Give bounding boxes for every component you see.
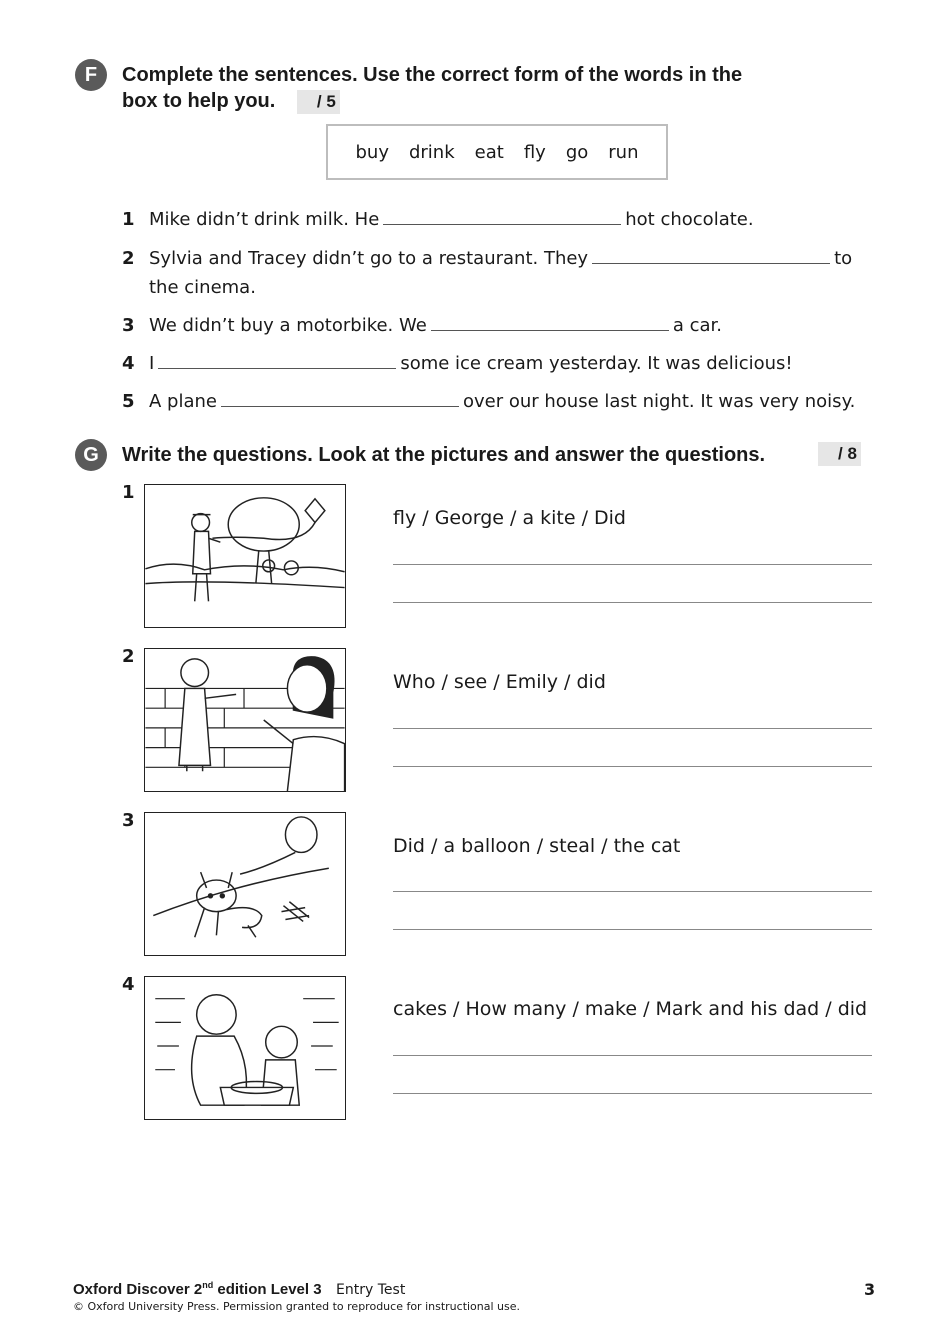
item-number: 1 <box>122 209 135 230</box>
word-box-item: drink <box>408 141 455 163</box>
answer-line[interactable] <box>393 766 872 767</box>
sentence-after: some ice cream yesterday. It was delicious! <box>400 353 793 374</box>
word-box-item: go <box>565 141 589 163</box>
answer-line[interactable] <box>393 891 872 892</box>
answer-blank[interactable] <box>383 206 621 225</box>
answer-line[interactable] <box>393 1055 872 1056</box>
item-number: 3 <box>122 315 135 336</box>
section-f-badge: F <box>75 59 107 91</box>
sentence-after: over our house last night. It was very noisy. <box>462 391 856 412</box>
section-f-instruction <box>122 62 822 114</box>
word-box-item: buy <box>355 141 389 163</box>
answer-blank[interactable] <box>158 350 396 369</box>
page-number: 3 <box>864 1280 876 1299</box>
answer-line[interactable] <box>393 728 872 729</box>
item-number: 2 <box>122 248 135 269</box>
question-prompt: cakes / How many / make / Mark and his dad / did <box>393 998 868 1020</box>
question-prompt: Who / see / Emily / did <box>393 671 606 693</box>
question-prompt: fly / George / a kite / Did <box>393 507 626 529</box>
question-number: 3 <box>122 810 135 831</box>
answer-blank[interactable] <box>592 245 830 264</box>
picture-dad-and-son-making-cakes <box>144 976 346 1120</box>
answer-line[interactable] <box>393 1093 872 1094</box>
question-prompt: Did / a balloon / steal / the cat <box>393 835 681 857</box>
word-box-item: run <box>608 141 639 163</box>
item-number: 4 <box>122 353 135 374</box>
sentence-after: to <box>834 248 853 269</box>
footer-brand <box>73 1281 322 1298</box>
picture-girl-waving-to-grandmother <box>144 648 346 792</box>
word-box-item: fly <box>523 141 546 163</box>
footer-copyright: © Oxford University Press. Permission granted to reproduce for instructional use. <box>73 1300 521 1313</box>
footer-test-name: Entry Test <box>336 1282 406 1298</box>
footer-brand-suffix: edition Level 3 <box>213 1281 322 1298</box>
question-number: 4 <box>122 974 135 995</box>
section-f-instruction-line1: Complete the sentences. Use the correct form of the words in the <box>122 64 743 86</box>
footer-brand-prefix: Oxford Discover 2 <box>73 1281 203 1298</box>
picture-boy-flying-kite <box>144 484 346 628</box>
answer-blank[interactable] <box>431 312 669 331</box>
section-g-score: / 8 <box>818 442 861 466</box>
section-f-score: / 5 <box>297 90 340 114</box>
sentence-after: a car. <box>672 315 722 336</box>
word-box-item: eat <box>474 141 504 163</box>
answer-blank[interactable] <box>221 388 459 407</box>
answer-line[interactable] <box>393 564 872 565</box>
question-number: 1 <box>122 482 135 503</box>
sentence-before: Mike didn’t drink milk. He <box>149 209 380 230</box>
sentence-before: A plane <box>149 391 217 412</box>
footer-brand-sup: nd <box>202 1280 214 1290</box>
answer-line[interactable] <box>393 929 872 930</box>
sentence-before: Sylvia and Tracey didn’t go to a restaurant. They <box>149 248 589 269</box>
question-number: 2 <box>122 646 135 667</box>
section-g-badge: G <box>75 439 107 471</box>
section-f-instruction-line2: box to help you. <box>122 90 276 112</box>
answer-line[interactable] <box>393 602 872 603</box>
sentence-after: hot chocolate. <box>625 209 754 230</box>
picture-cat-with-balloon <box>144 812 346 956</box>
sentence-before: I <box>149 353 155 374</box>
section-g-instruction <box>122 442 862 468</box>
footer <box>73 1280 405 1298</box>
section-g-instruction-text: Write the questions. Look at the pictures and answer the questions. <box>122 444 766 466</box>
sentence-before: We didn’t buy a motorbike. We <box>149 315 427 336</box>
sentence-continuation: the cinema. <box>149 277 256 298</box>
word-box <box>326 124 668 180</box>
item-number: 5 <box>122 391 135 412</box>
